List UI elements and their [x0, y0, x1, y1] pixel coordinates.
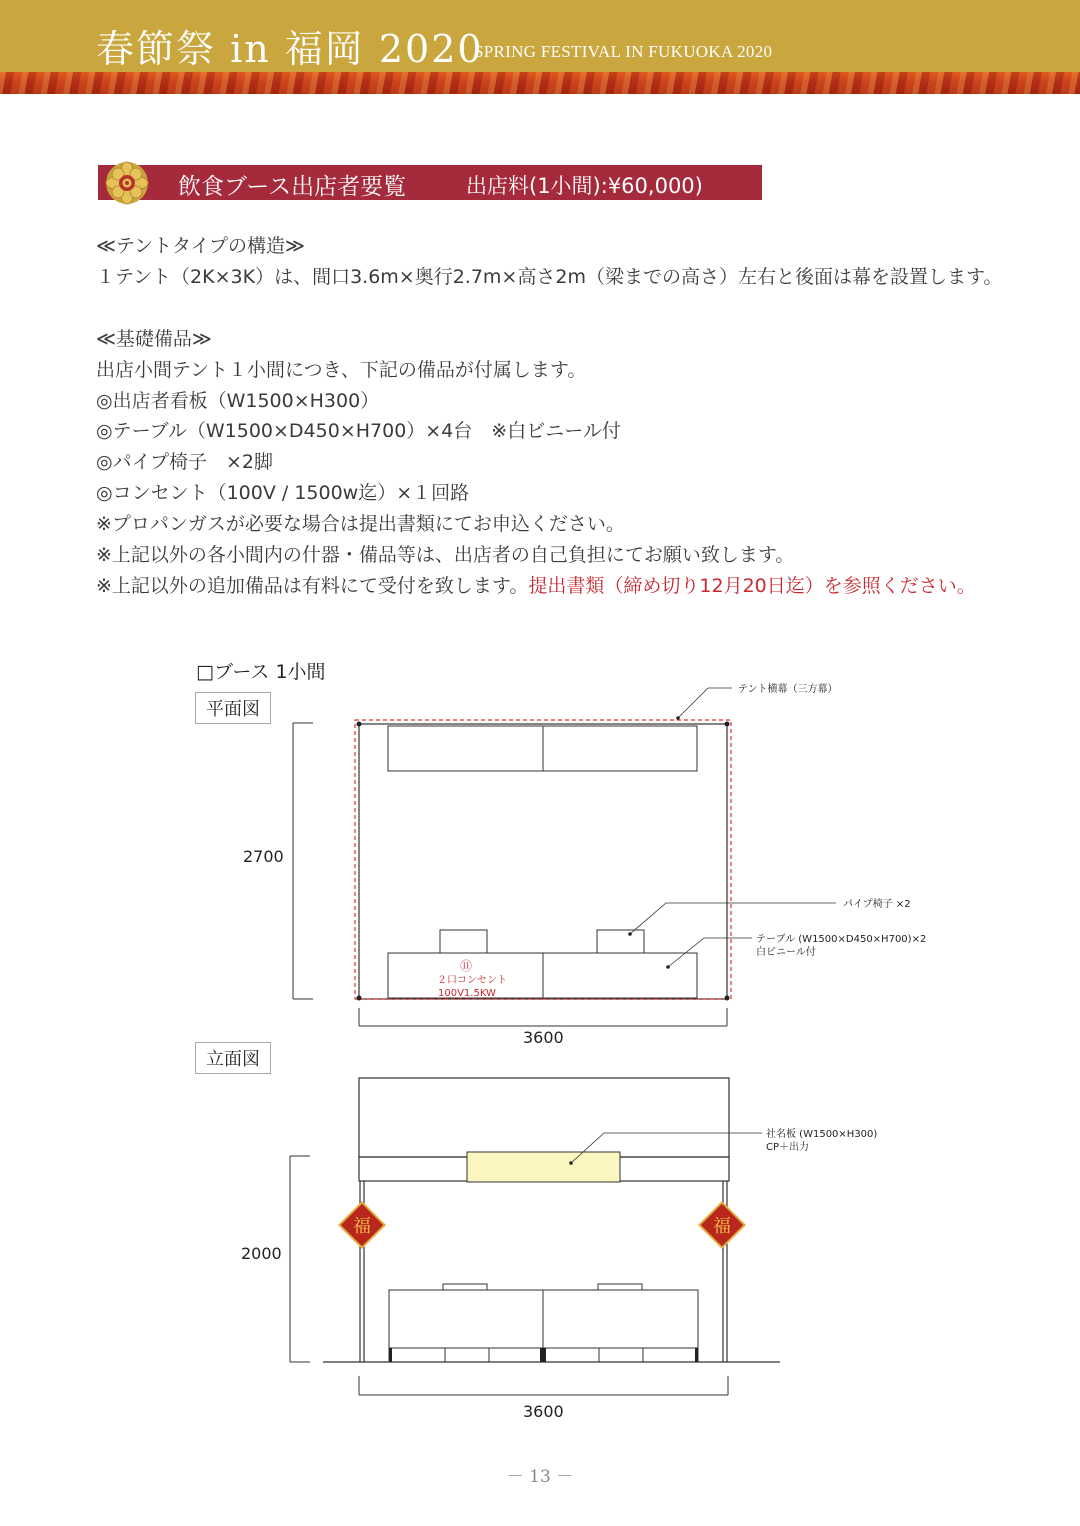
fortune-plaque-icon	[699, 1202, 744, 1247]
plan-width-dim: 3600	[523, 1028, 564, 1047]
fortune-plaque-icon	[339, 1202, 384, 1247]
plaque-char: 福	[353, 1216, 371, 1237]
equipment-note: ※上記以外の各小間内の什器・備品等は、出店者の自己負担にてお願い致します。	[96, 544, 795, 566]
elev-height-dim: 2000	[241, 1244, 282, 1263]
plan-depth-dim: 2700	[243, 847, 284, 866]
callout-chair: パイプ椅子 ×2	[843, 899, 911, 910]
header-title: 春節祭 in 福岡 2020	[96, 27, 484, 71]
equipment-item: ◎出店者看板（W1500×H300）	[96, 390, 380, 412]
callout-sign-2: CP＋出力	[766, 1142, 810, 1153]
equipment-item: ◎コンセント（100V / 1500w迄）×１回路	[96, 482, 470, 504]
elevation-view-label: 立面図	[195, 1042, 271, 1074]
callout-table-1: テーブル (W1500×D450×H700)×2	[756, 934, 927, 945]
plan-view	[293, 688, 836, 1026]
section-fee: 出店料(1小間):¥60,000)	[466, 174, 703, 198]
callout-sign-1: 社名板 (W1500×H300)	[766, 1129, 878, 1140]
page-number: － 13 －	[506, 1467, 574, 1487]
tent-description: １テント（2K×3K）は、間口3.6m×奥行2.7m×高さ2m（梁までの高さ）左右と後面は幕を設置します。	[96, 266, 1003, 288]
equipment-item: ◎テーブル（W1500×D450×H700）×4台 ※白ビニール付	[96, 420, 621, 442]
equipment-item: ◎パイプ椅子 ×2脚	[96, 451, 274, 473]
equipment-note-text: ※上記以外の追加備品は有料にて受付を致します。	[96, 575, 529, 597]
outlet-label-2: 100V1.5KW	[438, 988, 496, 999]
equipment-note-red: 提出書類（締め切り12月20日迄）を参照ください。	[528, 575, 976, 597]
equipment-note: ※プロパンガスが必要な場合は提出書類にてお申込ください。	[96, 513, 625, 535]
plan-view-label: 平面図	[195, 692, 271, 724]
elev-width-dim: 3600	[523, 1402, 564, 1421]
plaque-char: 福	[713, 1216, 731, 1237]
section-title: 飲食ブース出店者要覧	[178, 174, 407, 200]
header-subtitle: SPRING FESTIVAL IN FUKUOKA 2020	[474, 42, 773, 61]
booth-heading: □ブース 1小間	[196, 661, 326, 683]
tent-heading: ≪テントタイプの構造≫	[96, 235, 305, 257]
callout-table-2: 白ビニール付	[756, 947, 816, 958]
equipment-intro: 出店小間テント１小間につき、下記の備品が付属します。	[96, 359, 587, 381]
callout-tent-curtain: テント横幕（三方幕）	[738, 684, 838, 695]
outlet-number: ⑪	[459, 959, 473, 973]
outlet-label-1: ２口コンセント	[437, 975, 507, 986]
equipment-heading: ≪基礎備品≫	[96, 328, 212, 350]
